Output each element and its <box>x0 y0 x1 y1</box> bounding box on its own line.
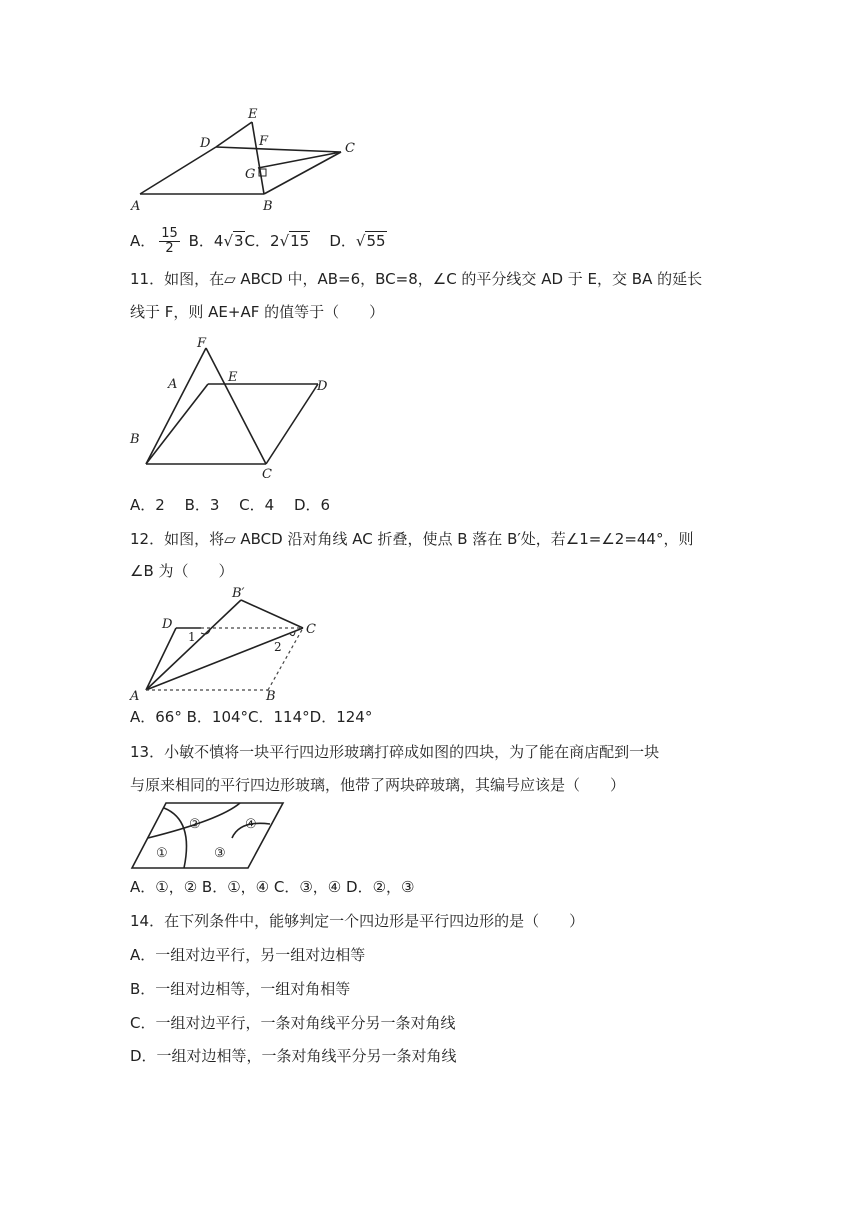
q12-label-c: C <box>306 622 316 637</box>
q12-label-a: A <box>130 689 140 704</box>
q12-stem-line2: ∠B 为（ ） <box>130 562 234 580</box>
q10-label-g: G <box>245 167 256 182</box>
q11-label-e: E <box>228 370 238 385</box>
q12-label-bprime: B′ <box>232 586 245 601</box>
q10-option-a-label: A． <box>130 232 156 250</box>
q12-label-angle1: 1 <box>188 630 196 644</box>
q14-stem: 14．在下列条件中，能够判定一个四边形是平行四边形的是（ ） <box>130 912 585 930</box>
q11-label-b: B <box>130 432 140 447</box>
q12-figure <box>128 586 328 704</box>
q10-label-e: E <box>248 107 258 122</box>
q10-label-b: B <box>263 199 273 214</box>
q10-label-a: A <box>131 199 141 214</box>
q13-label-piece3: ③ <box>214 846 226 861</box>
q10-option-d-label: D． <box>329 232 356 250</box>
q14-option-d: D．一组对边相等，一条对角线平分另一条对角线 <box>130 1047 457 1065</box>
q10-options: A． $\frac{15}{2}$ B．4√3C．2√15 D．√55 <box>130 226 386 256</box>
q11-label-a: A <box>168 377 178 392</box>
q10-label-d: D <box>200 136 211 151</box>
q12-label-b: B <box>266 689 276 704</box>
q10-option-a-fraction <box>159 227 180 256</box>
q11-options: A．2 B．3 C．4 D．6 <box>130 496 331 514</box>
q12-stem-line1: 12．如图，将▱ ABCD 沿对角线 AC 折叠，使点 B 落在 B′处，若∠1=∠2=44°，则 <box>130 530 694 548</box>
q11-stem-line2: 线于 F，则 AE+AF 的值等于（ ） <box>130 303 385 321</box>
q11-stem-line1: 11．如图，在▱ ABCD 中，AB=6，BC=8，∠C 的平分线交 AD 于 E，交 BA 的延长 <box>130 270 703 288</box>
q10-label-c: C <box>345 141 355 156</box>
q13-label-piece1: ① <box>156 846 168 861</box>
q10-option-b-label: B． <box>188 232 214 250</box>
q10-label-f: F <box>259 134 269 149</box>
q14-option-a: A．一组对边平行，另一组对边相等 <box>130 946 366 964</box>
q11-label-c: C <box>262 467 272 482</box>
q11-figure <box>128 334 343 484</box>
q10-option-b-coef: 4 <box>213 232 224 250</box>
q13-figure <box>128 800 288 872</box>
q13-stem-line1: 13．小敏不慎将一块平行四边形玻璃打碎成如图的四块，为了能在商店配到一块 <box>130 743 660 761</box>
q14-option-b: B．一组对边相等，一组对角相等 <box>130 980 351 998</box>
q10-option-c-label: C． <box>244 232 271 250</box>
q10-figure <box>128 102 358 214</box>
q12-label-d: D <box>162 617 173 632</box>
q10-option-a-denominator: 2 <box>165 241 174 256</box>
q13-stem-line2: 与原来相同的平行四边形玻璃，他带了两块碎玻璃，其编号应该是（ ） <box>130 776 626 794</box>
q10-option-b-radicand: 3 <box>234 232 244 250</box>
q12-label-angle2: 2 <box>274 640 282 654</box>
q13-options: A．①，② B．①，④ C．③，④ D．②，③ <box>130 878 415 896</box>
q10-option-c-coef: 2 <box>270 232 280 250</box>
q11-label-d: D <box>317 379 328 394</box>
q10-option-a-numerator: 15 <box>161 226 178 241</box>
q13-label-piece2: ② <box>189 817 201 832</box>
q11-label-f: F <box>197 336 207 351</box>
q10-option-d-radicand: 55 <box>366 232 386 250</box>
q13-label-piece4: ④ <box>245 817 257 832</box>
q10-option-c-radicand: 15 <box>290 232 310 250</box>
q14-option-c: C．一组对边平行，一条对角线平分另一条对角线 <box>130 1014 456 1032</box>
q12-options: A．66° B．104°C．114°D．124° <box>130 708 373 726</box>
